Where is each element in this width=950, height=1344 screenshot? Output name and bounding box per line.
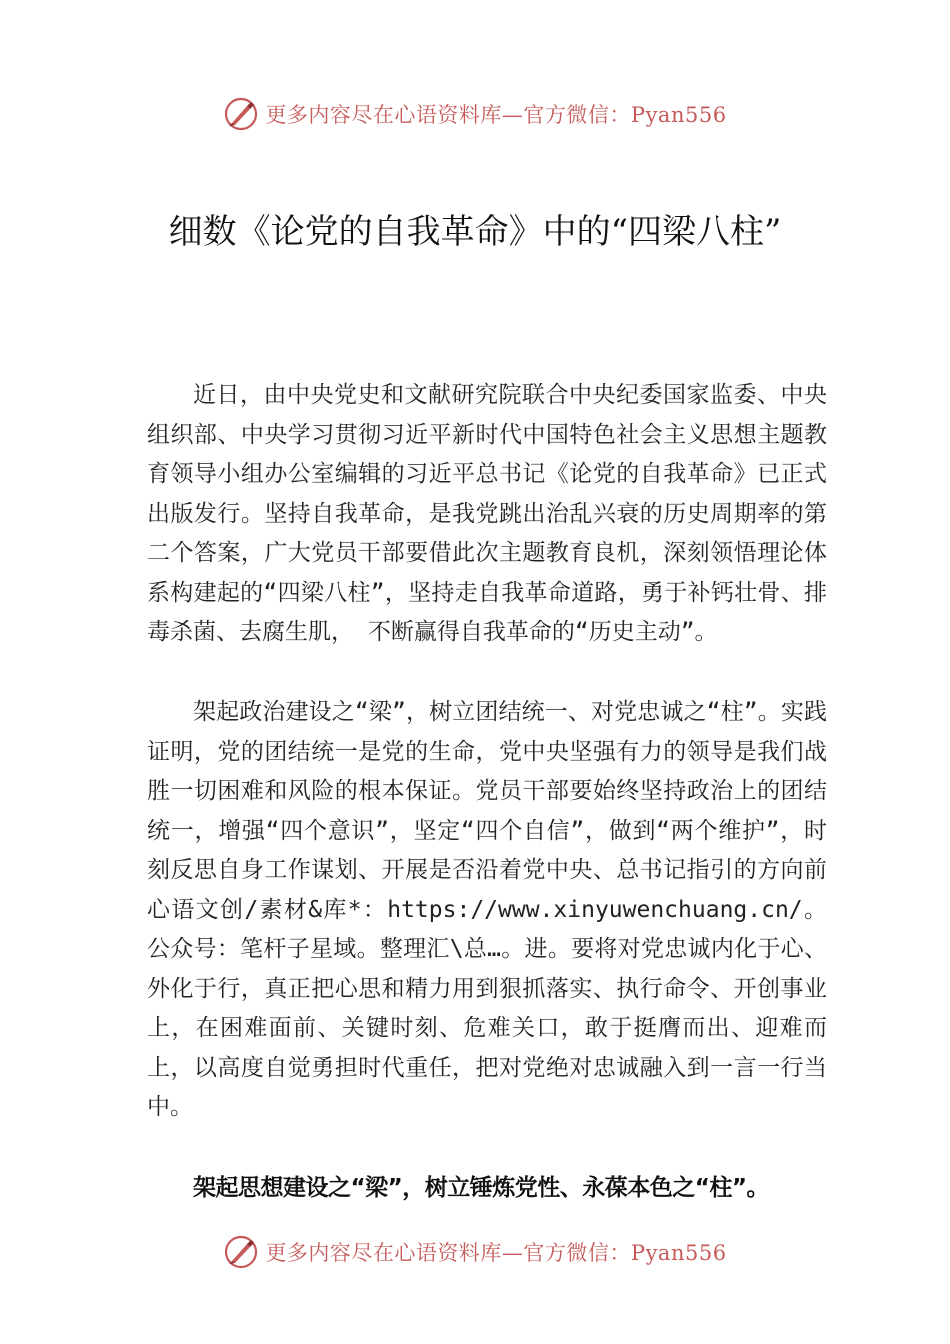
pen-logo-icon (223, 1234, 259, 1270)
paragraph-ideological-heading: 架起思想建设之“梁”，树立锤炼党性、永葆本色之“柱”。 (193, 1175, 769, 1201)
header-banner-text: 更多内容尽在心语资料库—官方微信：Pyan556 (265, 103, 727, 127)
pen-logo-icon (223, 96, 259, 132)
paragraph-political: 架起政治建设之“梁”，树立团结统一、对党忠诚之“柱”。实践证明，党的团结统一是党的生命，党中央坚强有力的领导是我们战胜一切困难和风险的根本保证。党员干部要始终坚持政治上的团结统一，增强“四个意识”，坚定“四个自信”，做到“两个维护”，时刻反思自身工作谋划、开展是否沿着党中央、总书记指引的方向前心语文创/素材&库*：https://www.xinyuwenchuang.cn/。公众号：笔杆子星域。整理汇\总…。进。要将对党忠诚内化于心、外化于行，真正把心思和精力用到狠抓落实、执行命令、开创事业上，在困难面前、关键时刻、危难关口，敢于挺膺而出、迎难而上，以高度自觉勇担时代重任，把对党绝对忠诚融入到一言一行当中。 (147, 699, 827, 1120)
footer-banner (0, 1230, 950, 1274)
footer-banner-text: 更多内容尽在心语资料库—官方微信：Pyan556 (265, 1241, 727, 1265)
header-banner (0, 92, 950, 136)
paragraph-intro: 近日，由中央党史和文献研究院联合中央纪委国家监委、中央组织部、中央学习贯彻习近平新时代中国特色社会主义思想主题教育领导小组办公室编辑的习近平总书记《论党的自我革命》已正式出版发行。坚持自我革命，是我党跳出治乱兴衰的历史周期率的第二个答案，广大党员干部要借此次主题教育良机，深刻领悟理论体系构建起的“四梁八柱”，坚持走自我革命道路，勇于补钙壮骨、排毒杀菌、去腐生肌， 不断赢得自我革命的“历史主动”。 (147, 382, 827, 645)
article-title: 细数《论党的自我革命》中的“四梁八柱” (168, 212, 782, 252)
